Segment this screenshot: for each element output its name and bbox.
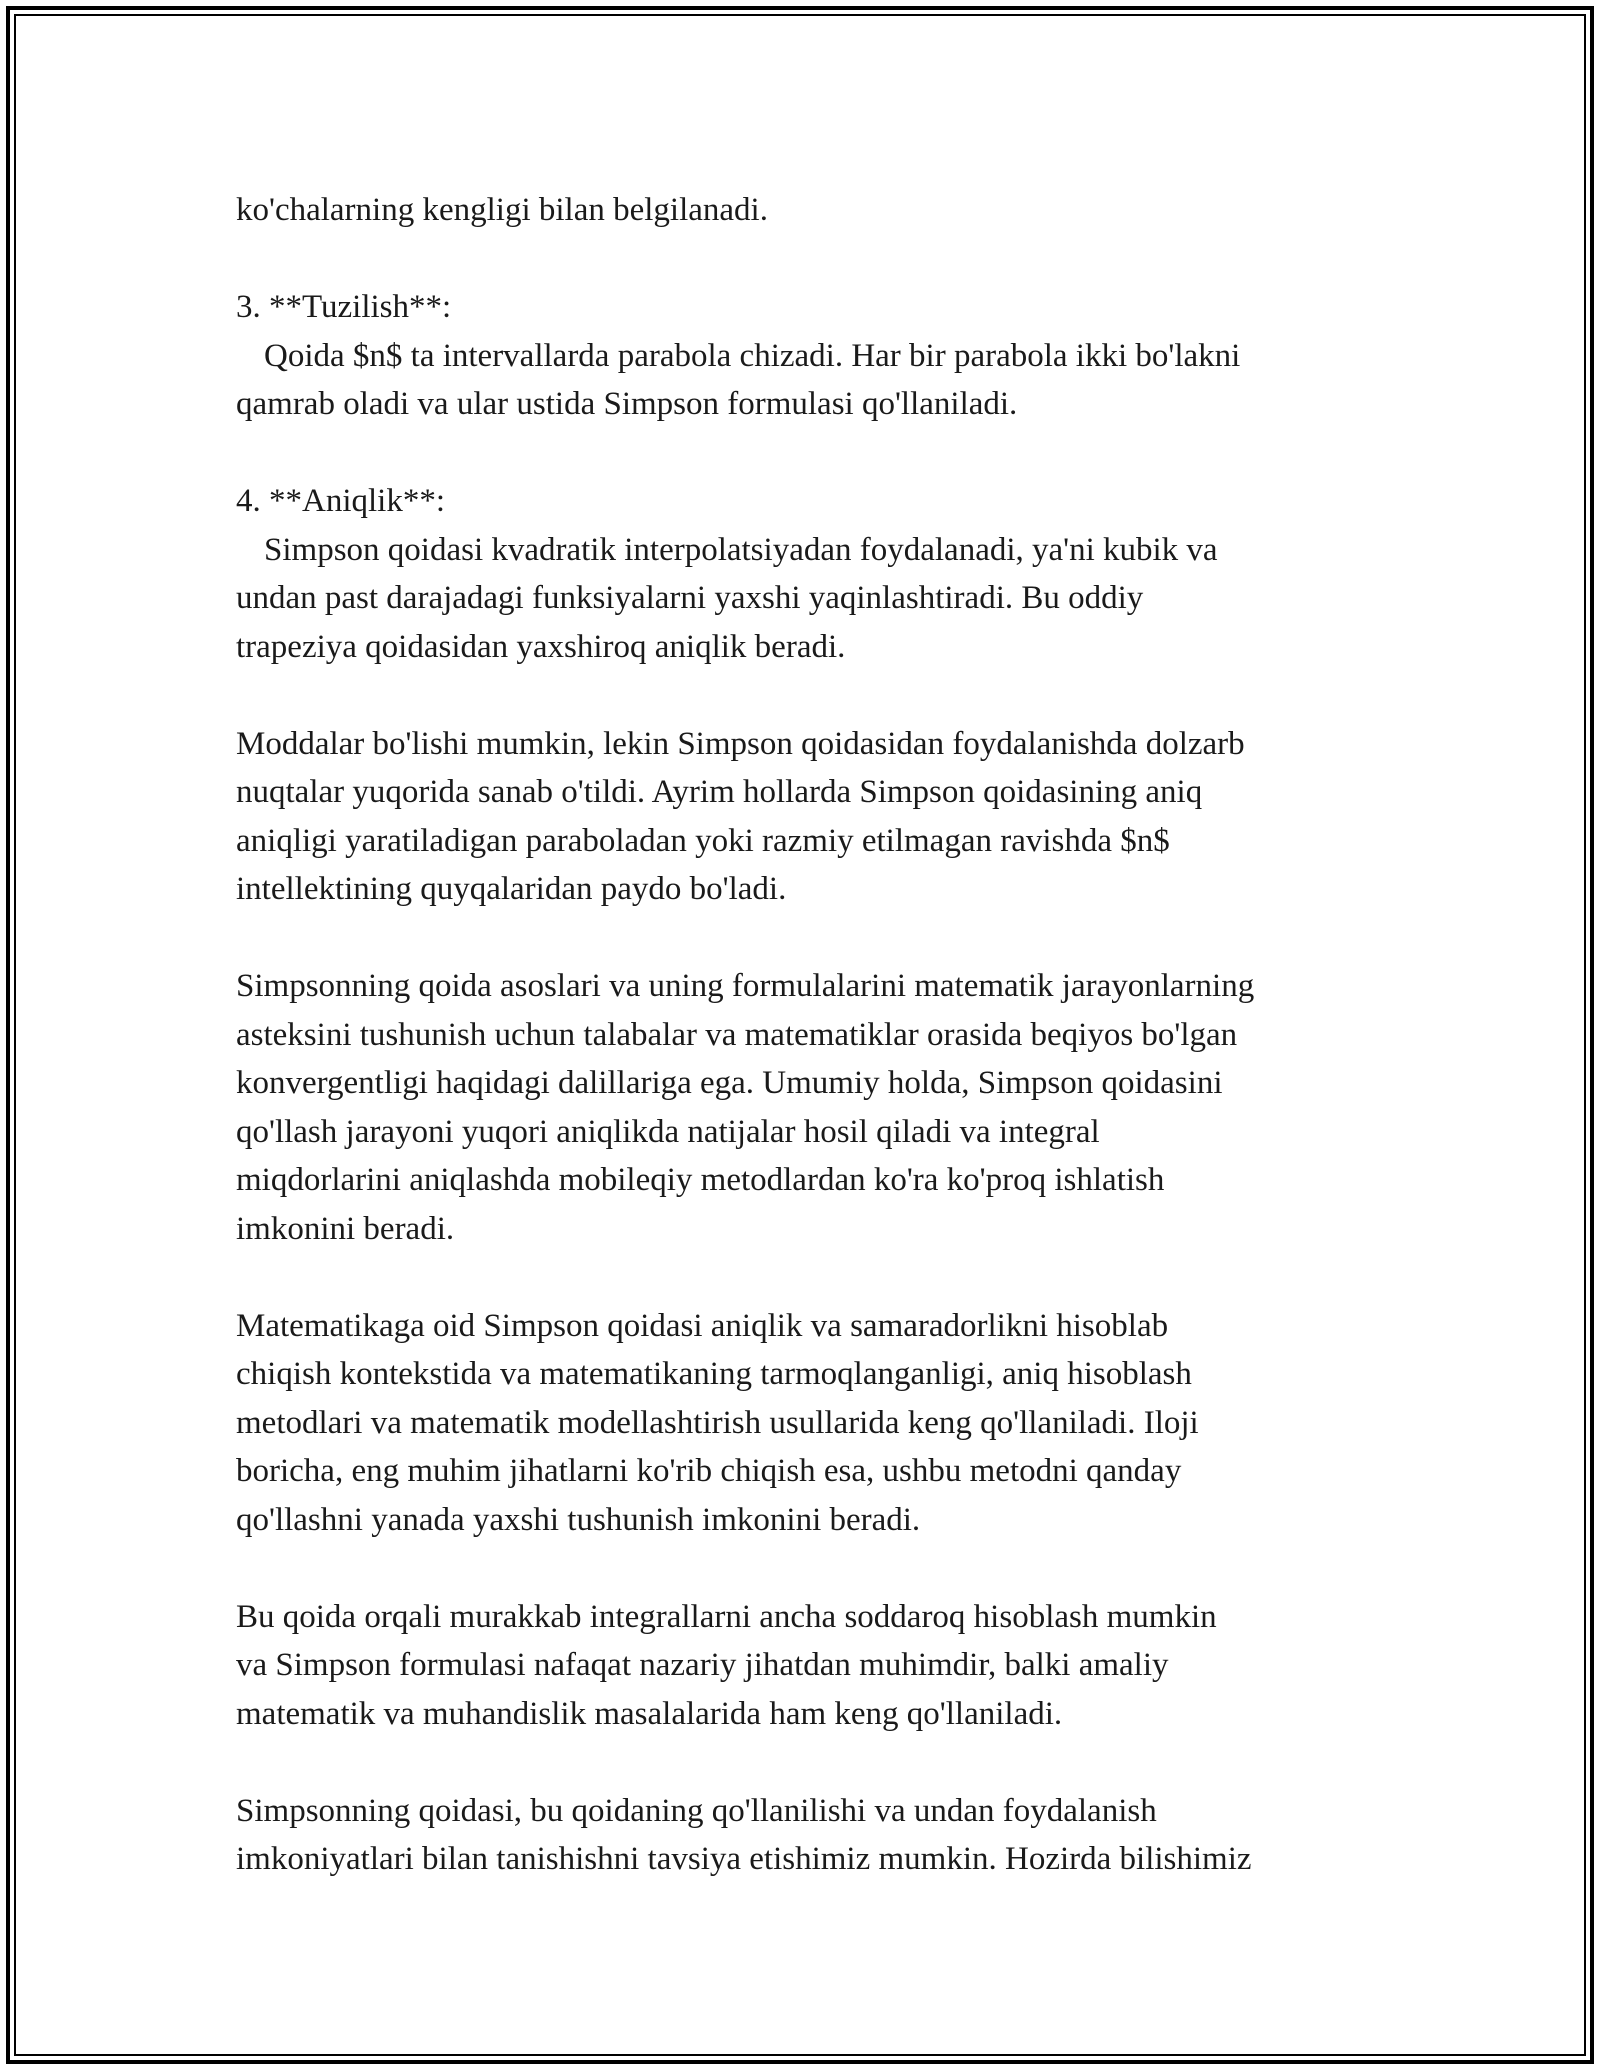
text-line: nuqtalar yuqorida sanab o'tildi. Ayrim hollarda Simpson qoidasining aniq [236,774,1203,810]
paragraph-bu-qoida [236,1593,1386,1739]
text-line: aniqligi yaratiladigan paraboladan yoki razmiy etilmagan ravishda $n$ [236,822,1170,859]
text-line: Qoida $n$ ta intervallarda parabola chizadi. Har bir parabola ikki bo'lakni [264,337,1241,374]
text-line: va Simpson formulasi nafaqat nazariy jihatdan muhimdir, balki amaliy [236,1647,1169,1683]
text-line: trapeziya qoidasidan yaxshiroq aniqlik beradi. [236,628,846,665]
paragraph-matematikaga [236,1302,1386,1545]
text-line: imkonini beradi. [236,1210,455,1247]
paragraph-tuzilish [236,283,1386,429]
text-line: chiqish kontekstida va matematikaning tarmoqlanganligi, aniq hisoblash [236,1356,1192,1392]
paragraph-continuation [236,186,1386,235]
text-line: ko'chalarning kengligi bilan belgilanadi. [236,192,768,228]
text-line: Moddalar bo'lishi mumkin, lekin Simpson qoidasidan foydalanishda dolzarb [236,725,1245,762]
paragraph-aniqlik [236,477,1386,671]
text-line: qo'llash jarayoni yuqori aniqlikda natijalar hosil qiladi va integral [236,1113,1100,1150]
text-line: qamrab oladi va ular ustida Simpson formulasi qo'llaniladi. [236,386,1018,422]
section-heading-tuzilish: 3. **Tuzilish**: [236,289,452,325]
document-body [236,186,1386,1884]
paragraph-simpsonning-qoidasi [236,1787,1386,1884]
text-line: matematik va muhandislik masalalarida ham keng qo'llaniladi. [236,1695,1063,1732]
section-heading-aniqlik: 4. **Aniqlik**: [236,483,446,519]
text-line: metodlari va matematik modellashtirish usullarida keng qo'llaniladi. Iloji [236,1404,1199,1441]
text-line: Bu qoida orqali murakkab integrallarni ancha soddaroq hisoblash mumkin [236,1598,1217,1635]
text-line: Simpson qoidasi kvadratik interpolatsiyadan foydalanadi, ya'ni kubik va [264,531,1218,568]
text-line: undan past darajadagi funksiyalarni yaxshi yaqinlashtiradi. Bu oddiy [236,580,1144,616]
paragraph-moddalar [236,720,1386,914]
paragraph-simpsonning-asoslari [236,962,1386,1253]
text-line: Simpsonning qoidasi, bu qoidaning qo'llanilishi va undan foydalanish [236,1792,1157,1829]
text-line: intellektining quyqalaridan paydo bo'ladi. [236,871,787,907]
text-line: qo'llashni yanada yaxshi tushunish imkonini beradi. [236,1501,921,1538]
text-line: asteksini tushunish uchun talabalar va matematiklar orasida beqiyos bo'lgan [236,1016,1238,1053]
text-line: Matematikaga oid Simpson qoidasi aniqlik va samaradorlikni hisoblab [236,1307,1169,1344]
text-line: imkoniyatlari bilan tanishishni tavsiya etishimiz mumkin. Hozirda bilishimiz [236,1841,1252,1877]
text-line: boricha, eng muhim jihatlarni ko'rib chiqish esa, ushbu metodni qanday [236,1453,1182,1489]
text-line: konvergentligi haqidagi dalillariga ega. Umumiy holda, Simpson qoidasini [236,1065,1223,1101]
text-line: miqdorlarini aniqlashda mobileqiy metodlardan ko'ra ko'proq ishlatish [236,1162,1165,1198]
text-line: Simpsonning qoida asoslari va uning formulalarini matematik jarayonlarning [236,968,1255,1004]
